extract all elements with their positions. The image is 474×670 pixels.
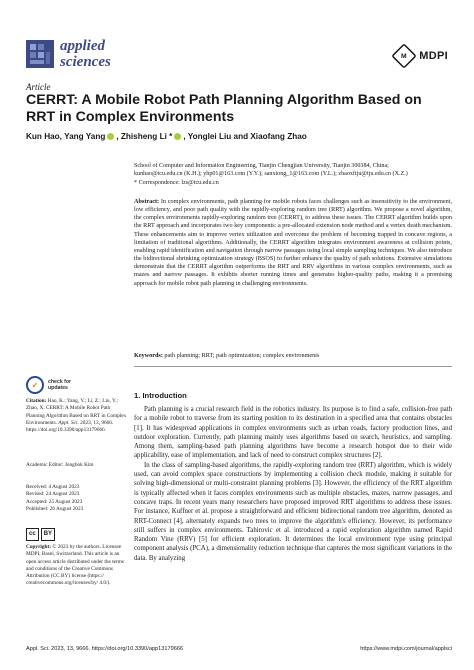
author[interactable]: Zhisheng Li * xyxy=(120,132,173,141)
mdpi-icon: M xyxy=(392,43,417,68)
by-icon: BY xyxy=(41,528,55,541)
abstract: Abstract: In complex environments, path planning for mobile robots faces challenges such as insensitivity to the environment, low efficiency, and poor path quality with the rapidly-exploring random tree (RRT) algorithm. We propose a novel algorithm, the complex environments rapidly-exploring random tree (CERRT), to address these issues. The CERRT algorithm builds upon the RRT approach and incorporates two key components: a pre-allocated extension node method and a vertex death mechanism. These enhancements aim to improve vertex utilization and overcome the problem of becoming trapped in concave regions, a limitation of traditional algorithms. Additionally, the CERRT algorithm integrates environment awareness at collision points, enabling rapid identification and navigation through narrow passages using local simple sampling techniques. We also introduce the bidirectional shrinking optimization strategy (BSOS) to further enhance the quality of path solutions. Extensive simulations demonstrate that the CERRT algorithm outperforms the RRT and RRV algorithms in various complex environments, such as mazes and narrow passages. It exhibits shorter running times and generates higher-quality paths, making it a promising approach for mobile robot path planning in challenging environments. xyxy=(134,198,453,287)
cc-license-badge[interactable] xyxy=(26,528,55,541)
page-footer xyxy=(26,646,452,652)
divider xyxy=(134,366,452,367)
section-body xyxy=(134,405,452,563)
article-type: Article xyxy=(26,82,51,92)
publisher-logo: M MDPI xyxy=(392,44,448,68)
paper-title: CERRT: A Mobile Robot Path Planning Algorithm Based on RRT in Complex Environments xyxy=(26,92,422,125)
section-heading: 1. Introduction xyxy=(134,391,187,400)
footer-citation[interactable]: Appl. Sci. 2023, 13, 9666. https://doi.org/10.3390/app13179666 xyxy=(26,646,184,652)
citation: Citation: Hao, K.; Yang, Y.; Li, Z.; Liu, Y.; Zhao, X. CERRT: A Mobile Robot Path Planning Algorithm Based on RRT in Complex Environments. Appl. Sci. 2023, 13, 9666. https://doi.org/10.3390/app13179666 xyxy=(26,398,127,434)
orcid-icon[interactable] xyxy=(107,133,114,140)
check-updates-icon: ✓ xyxy=(26,376,44,394)
dates: Received: 4 August 2023 Revised: 24 August 2023 Accepted: 25 August 2023 Published: 26 August 2023 xyxy=(26,484,84,512)
author[interactable]: Yang Yang xyxy=(64,132,106,141)
journal-name: applied sciences xyxy=(60,38,111,70)
author[interactable]: Kun Hao xyxy=(26,132,60,141)
author[interactable]: Xiaofang Zhao xyxy=(250,132,307,141)
paragraph: In the class of sampling-based algorithms, the rapidly-exploring random tree (RRT) algorithm, which is widely used, can avoid complex space constructions by implementing a collision check module, making it suitable for solving high-dimensional or multi-constraint planning problems [3]. However, the efficiency of the RRT algorithm is typically affected when it faces complex environments such as multiple obstacles, mazes, narrow passages, and concave traps. In recent years many researchers have proposed improved RRT algorithms to address these issues. For instance, Kuffner et al. propose a straightforward and efficient bidirectional random tree algorithm, denoted as RRT-Connect [4], alternately expands two trees to improve the algorithm's efficiency. However, its performance still suffers in complex environments. Tahirovic et al. introduced a rapid exploration algorithm named Rapid Random Vine (RRV) [5] for efficient exploration. It determines the local environment type using principal component analysis (PCA), a dimensionality reduction technique that captures the most significant variations in the data. By analyzing xyxy=(134,461,452,562)
author[interactable]: Yonglei Liu xyxy=(187,132,232,141)
academic-editor: Academic Editor: Jongbok Kim xyxy=(26,462,94,468)
orcid-icon[interactable] xyxy=(174,133,181,140)
copyright: Copyright: © 2023 by the authors. Licensee MDPI, Basel, Switzerland. This article is an open access article distributed under the terms and conditions of the Creative Commons Attribution (CC BY) license (https:// creativecommons.org/licenses/by/ 4.0/). xyxy=(26,544,124,587)
affiliation: School of Computer and Information Engineering, Tianjin Chengjian University, Tianjin 300384, China; kunhao@tcu.edu.cn (K.H.); yhp01@163.com (Y.Y.); sanxiong_1@163.com (Y.L.); zhaoxftju@tju.edu.cn (X.Z.) * Correspondence: lzs@tcu.edu.cn xyxy=(134,163,408,186)
footer-link[interactable]: https://www.mdpi.com/journal/applsci xyxy=(360,646,452,652)
keywords: Keywords: path planning; RRT; path optimization; complex environments xyxy=(134,352,320,359)
check-for-updates-button[interactable]: ✓ check for updates xyxy=(26,376,71,394)
cc-icon: cc xyxy=(26,528,39,541)
author-list: Kun Hao, Yang Yang , Zhisheng Li * , Yonglei Liu and Xiaofang Zhao xyxy=(26,132,307,141)
paragraph: Path planning is a crucial research field in the robotics industry. Its purpose is to find a safe, collision-free path for a mobile robot to traverse from its starting position to its destination in a specified area that contains obstacles [1]. It has widespread applications in complex environments such as urban roads, factory production lines, and outdoor exploration. Currently, path planning mainly uses algorithms based on search, heuristics, and sampling. Among them, sampling-based path planning algorithms have become a research hotspot due to their wide applicability, ease of implementation, and lack of need to construct complex structures [2]. xyxy=(134,406,452,460)
journal-logo xyxy=(26,40,54,68)
